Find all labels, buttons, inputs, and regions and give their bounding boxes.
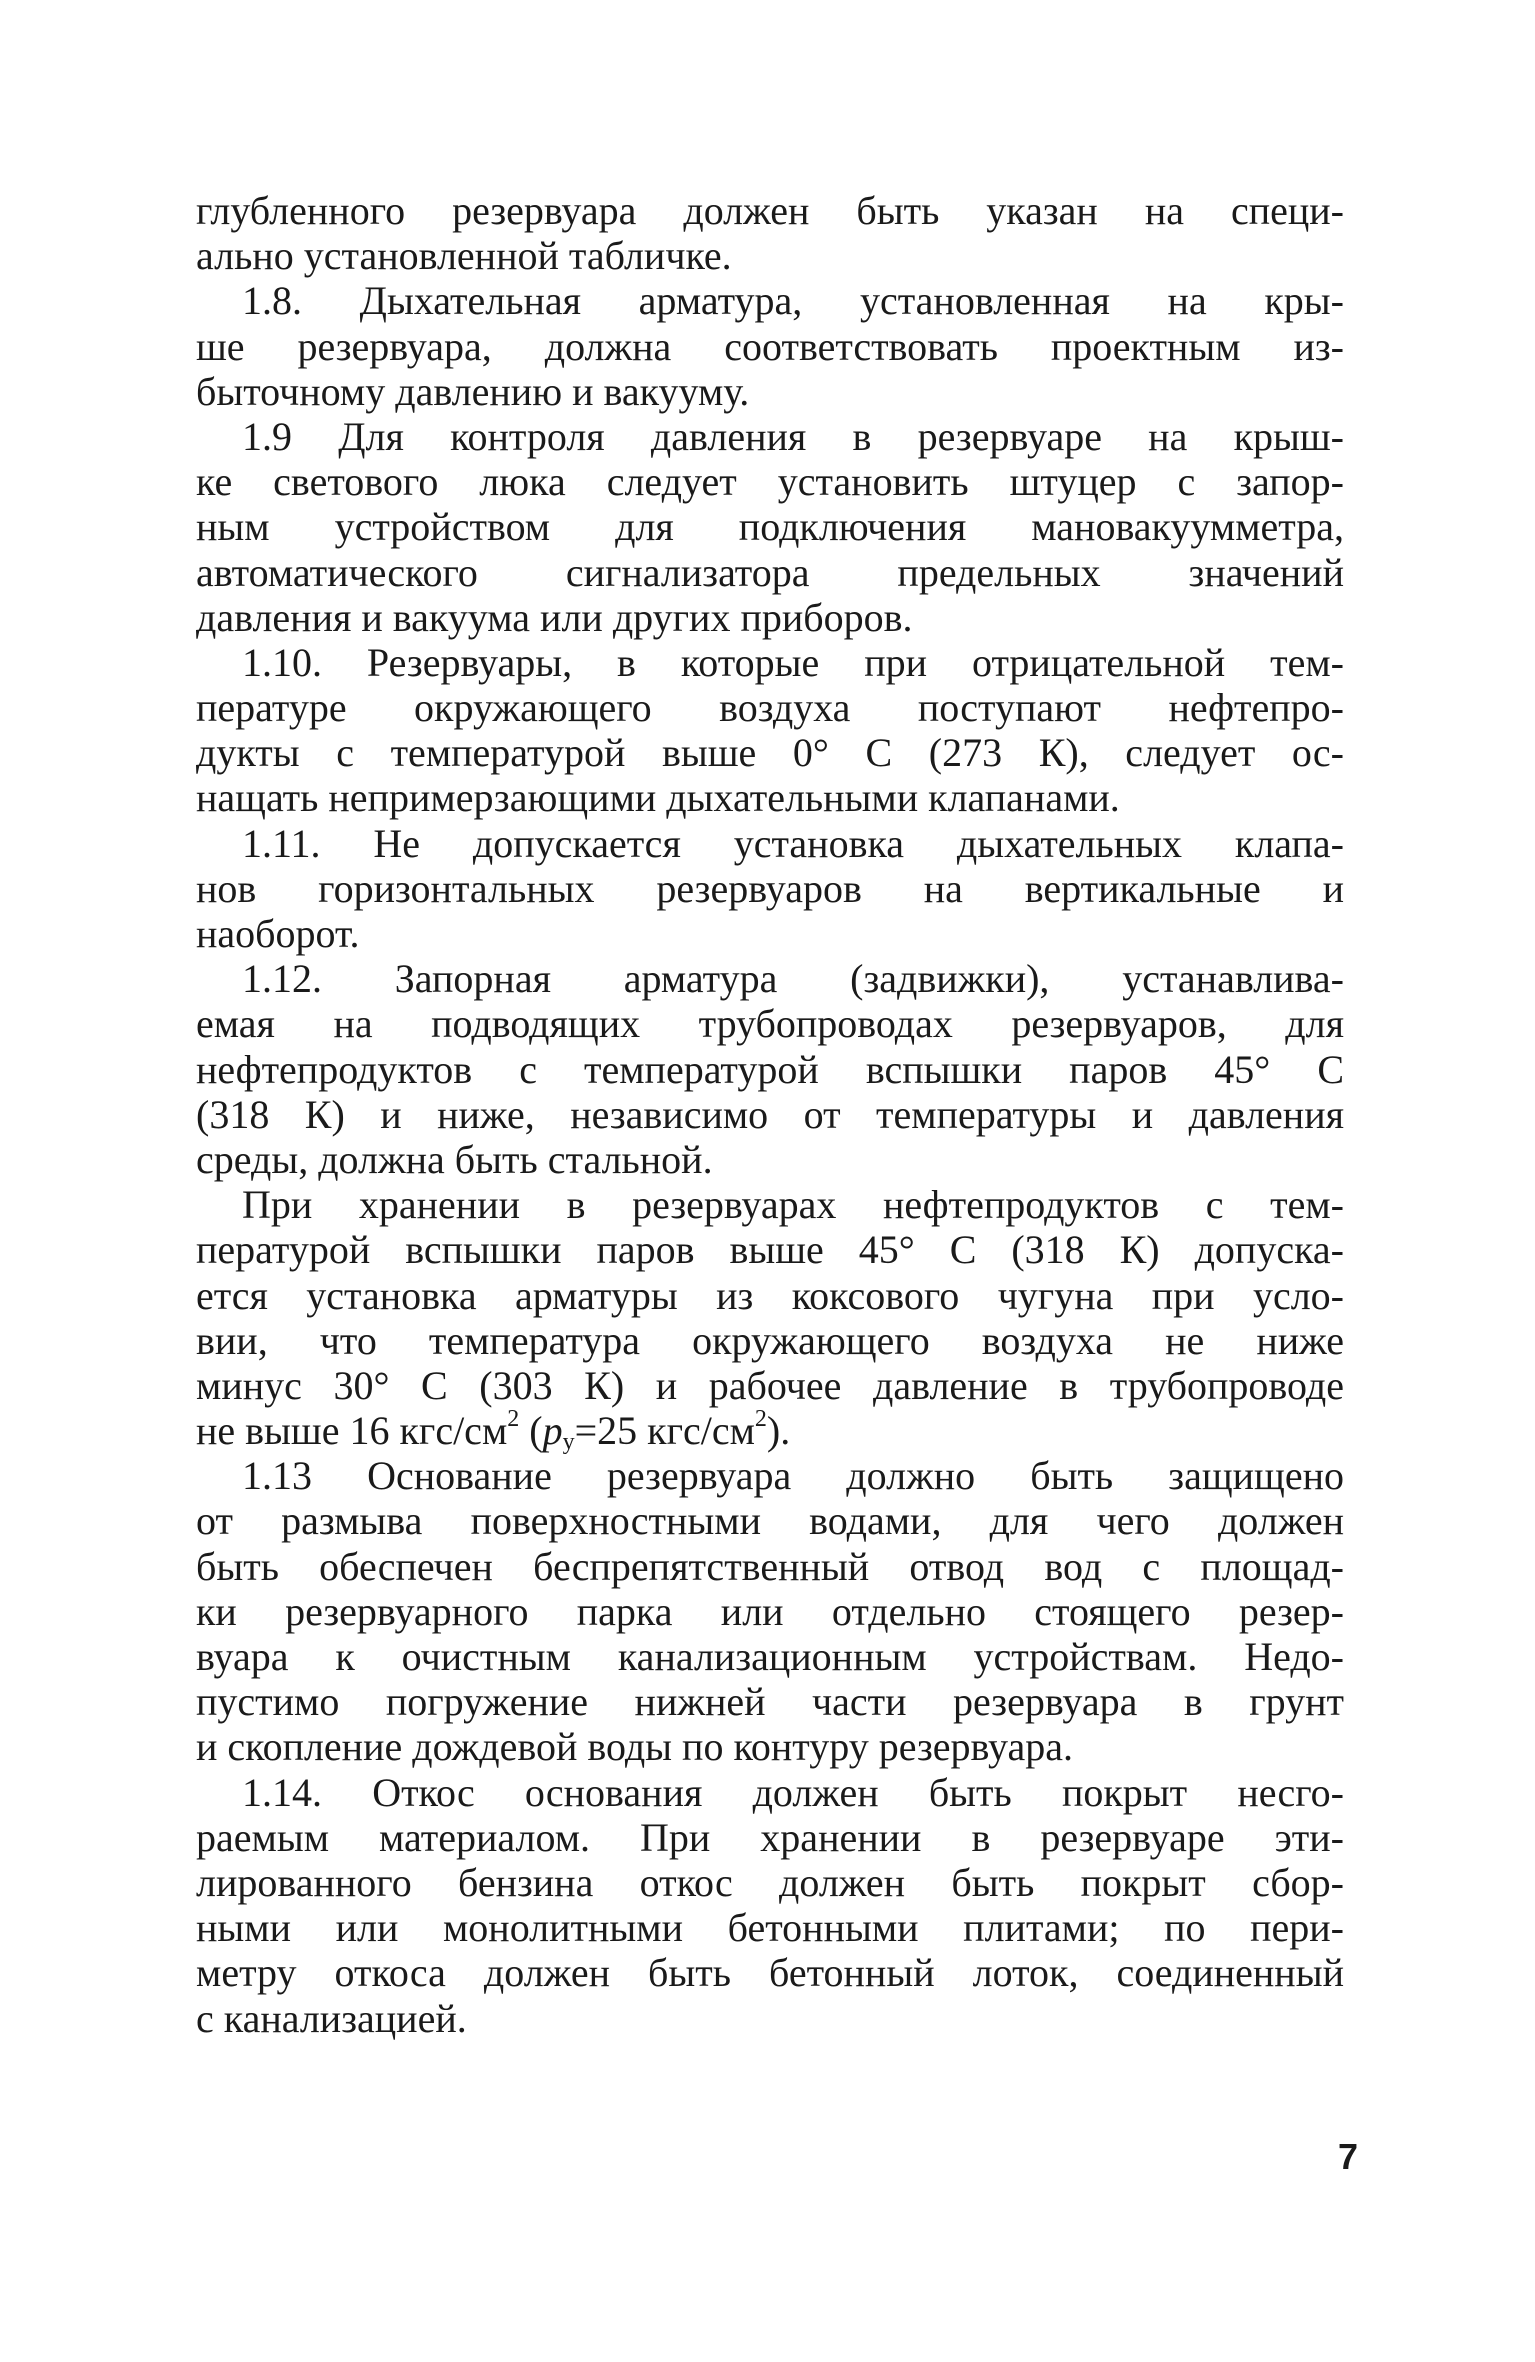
text-line: емая на подводящих трубопроводах резервуаров, для	[196, 1001, 1344, 1047]
paragraph-1-9-line: 1.9 Для контроля давления в резервуаре на крыш-	[242, 413, 1344, 459]
body-text	[196, 188, 1344, 2041]
superscript: 2	[507, 1406, 520, 1433]
paragraph-1-8-line: 1.8. Дыхательная арматура, установленная на кры-	[242, 278, 1344, 324]
text-line: нефтепродуктов с температурой вспышки паров 45° С	[196, 1046, 1344, 1092]
text-line: ше резервуара, должна соответствовать проектным из-	[196, 323, 1344, 369]
text-line: пературой вспышки паров выше 45° С (318 К) допуска-	[196, 1227, 1344, 1273]
text-line: от размыва поверхностными водами, для чего должен	[196, 1498, 1344, 1544]
text-line: вуара к очистным канализационным устройствам. Недо-	[196, 1634, 1344, 1679]
pressure-text-a: не выше 16 кгс/см	[196, 1408, 508, 1454]
pressure-symbol: р	[542, 1408, 563, 1454]
paragraph-1-10-line: 1.10. Резервуары, в которые при отрицательной тем-	[242, 639, 1344, 685]
text-line: с канализацией.	[196, 1995, 467, 2041]
text-line: метру откоса должен быть бетонный лоток, соединенный	[196, 1950, 1344, 1996]
text-line: пустимо погружение нижней части резервуара в грунт	[196, 1679, 1344, 1725]
paragraph-1-11-line: 1.11. Не допускается установка дыхательных клапа-	[242, 820, 1344, 866]
text-line: нащать непримерзающими дыхательными клапанами.	[196, 775, 1120, 821]
text-line: дукты с температурой выше 0° С (273 К), следует ос-	[196, 730, 1344, 776]
page-number: 7	[1337, 2136, 1358, 2177]
paragraph-1-12-line: 1.12. Запорная арматура (задвижки), устанавлива-	[242, 956, 1344, 1002]
superscript: 2	[754, 1406, 767, 1433]
text-line: минус 30° С (303 К) и рабочее давление в трубопроводе	[196, 1362, 1344, 1408]
text-line: ке светового люка следует установить штуцер с запор-	[196, 459, 1344, 505]
text-line-pressure	[196, 1408, 1344, 1453]
text-line: вии, что температура окружающего воздуха не ниже	[196, 1317, 1344, 1363]
subscript: у	[562, 1428, 575, 1455]
text-line: лированного бензина откос должен быть покрыт сбор-	[196, 1859, 1344, 1905]
text-line: раемым материалом. При хранении в резервуаре эти-	[196, 1814, 1344, 1860]
pressure-text-c: =25 кгс/см	[574, 1408, 755, 1454]
pressure-text-d: ).	[766, 1408, 791, 1454]
text-line: нов горизонтальных резервуаров на вертикальные и	[196, 865, 1344, 911]
text-line: давления и вакуума или других приборов.	[196, 594, 913, 640]
text-line: быточному давлению и вакууму.	[196, 368, 750, 414]
paragraph-1-13-line: 1.13 Основание резервуара должно быть защищено	[242, 1453, 1344, 1499]
text-line: глубленного резервуара должен быть указан на специ-	[196, 188, 1344, 233]
text-line: (318 К) и ниже, независимо от температуры и давления	[196, 1091, 1344, 1137]
text-line: пературе окружающего воздуха поступают нефтепро-	[196, 685, 1344, 731]
pressure-text-b: (	[519, 1408, 543, 1454]
text-line: ется установка арматуры из коксового чугуна при усло-	[196, 1272, 1344, 1318]
text-line: автоматического сигнализатора предельных значений	[196, 549, 1344, 595]
text-line: быть обеспечен беспрепятственный отвод вод с площад-	[196, 1543, 1344, 1589]
text-line: среды, должна быть стальной.	[196, 1136, 713, 1182]
text-line: ными или монолитными бетонными плитами; по пери-	[196, 1905, 1344, 1951]
text-line: ки резервуарного парка или отдельно стоящего резер-	[196, 1588, 1344, 1634]
text-line: ным устройством для подключения мановакуумметра,	[196, 504, 1344, 550]
text-line: ально установленной табличке.	[196, 233, 732, 279]
text-line: и скопление дождевой воды по контуру резервуара.	[196, 1724, 1073, 1770]
text-line: наоборот.	[196, 911, 360, 956]
paragraph-storage-line: При хранении в резервуарах нефтепродуктов с тем-	[242, 1182, 1344, 1228]
paragraph-1-14-line: 1.14. Откос основания должен быть покрыт несго-	[242, 1769, 1344, 1815]
